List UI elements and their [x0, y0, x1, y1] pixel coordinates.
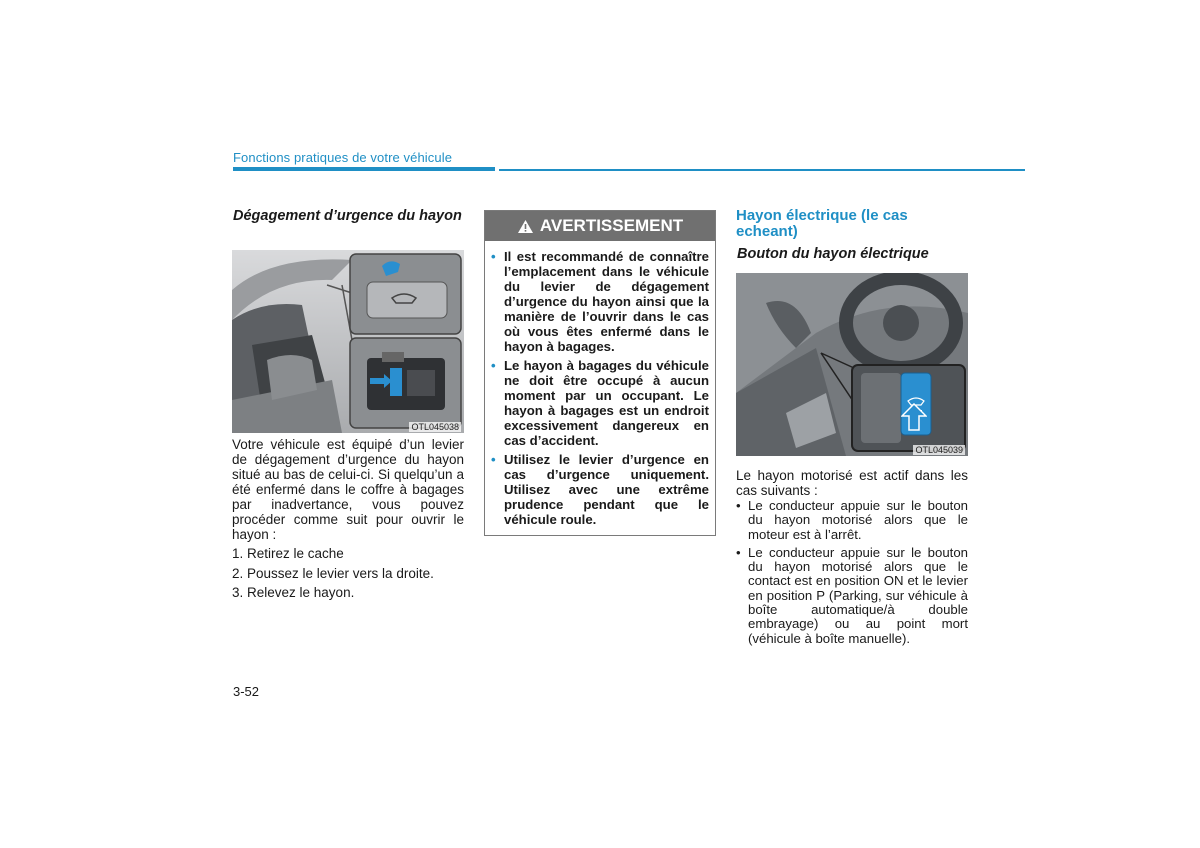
emergency-release-subtitle: Dégagement d’urgence du hayon: [233, 208, 462, 224]
arrow-up-icon: [901, 403, 927, 431]
tailgate-button-drawing: [736, 273, 968, 456]
bullet-icon: •: [491, 249, 496, 264]
power-tailgate-paragraph: Le hayon motorisé est actif dans les cas suivants :: [736, 468, 968, 498]
trunk-release-drawing: [232, 250, 464, 433]
figure-code: OTL045038: [411, 422, 459, 432]
warning-item-text: Le hayon à bagages du véhicule ne doit être occupé à aucun moment par un occupant. Le hayon à bagages est un endroit excessivement dangereux en cas d’accident.: [504, 358, 709, 448]
figure-code: OTL045039: [915, 445, 963, 455]
step-item: 2. Poussez le levier vers la droite.: [232, 566, 434, 581]
bullet-icon: •: [736, 544, 741, 560]
tailgate-button-photo: [736, 273, 968, 456]
condition-item: [736, 499, 968, 542]
power-tailgate-title: Hayon électrique (le cas echeant): [736, 207, 908, 240]
step-item: 1. Retirez le cache: [232, 546, 344, 561]
warning-triangle-icon: [517, 219, 534, 234]
step-item: 3. Relevez le hayon.: [232, 585, 355, 600]
power-tailgate-conditions: [736, 499, 968, 650]
warning-item: [491, 452, 709, 527]
warning-item-text: Il est recommandé de connaître l’emplacement dans le véhicule du levier de dégagement d’urgence du hayon ainsi que la manière de l’ouvrir dans le cas où vous êtes enfermé dans le hayon à bagages.: [504, 249, 709, 354]
warning-item-text: Utilisez le levier d’urgence en cas d’urgence uniquement. Utilisez avec une extrême prudence pendant que le véhicule roule.: [504, 452, 709, 527]
bullet-icon: •: [491, 358, 496, 373]
page-number: 3-52: [233, 684, 260, 699]
condition-text: Le conducteur appuie sur le bouton du hayon motorisé alors que le moteur est à l’arrêt.: [748, 498, 968, 542]
bullet-icon: •: [736, 498, 741, 513]
emergency-release-paragraph: Votre véhicule est équipé d’un levier de dégagement d’urgence du hayon situé au bas de celui-ci. Si quelqu’un a été enfermé dans le coffre à bagages par inadvertance, vous pouvez procéder comme suit pour ouvrir le hayon :: [232, 437, 464, 542]
condition-text: Le conducteur appuie sur le bouton du hayon motorisé alors que le contact est en position ON et le levier en position P (Parking, sur véhicule à boîte automatique/à double embrayage) ou au point mort (véhicule à boîte manuelle).: [748, 544, 968, 646]
bullet-icon: •: [491, 452, 496, 467]
header-rule-thick: [233, 167, 495, 171]
warning-item: [491, 358, 709, 448]
warning-item: [491, 249, 709, 354]
warning-header: [485, 211, 715, 241]
header-rule-thin: [499, 169, 1025, 171]
section-header-title: Fonctions pratiques de votre véhicule: [233, 150, 453, 165]
warning-title: AVERTISSEMENT: [539, 216, 684, 235]
condition-item: [736, 546, 968, 646]
warning-list: [491, 249, 709, 531]
trunk-release-illustration: [232, 250, 464, 433]
power-tailgate-subtitle: Bouton du hayon électrique: [737, 246, 929, 262]
